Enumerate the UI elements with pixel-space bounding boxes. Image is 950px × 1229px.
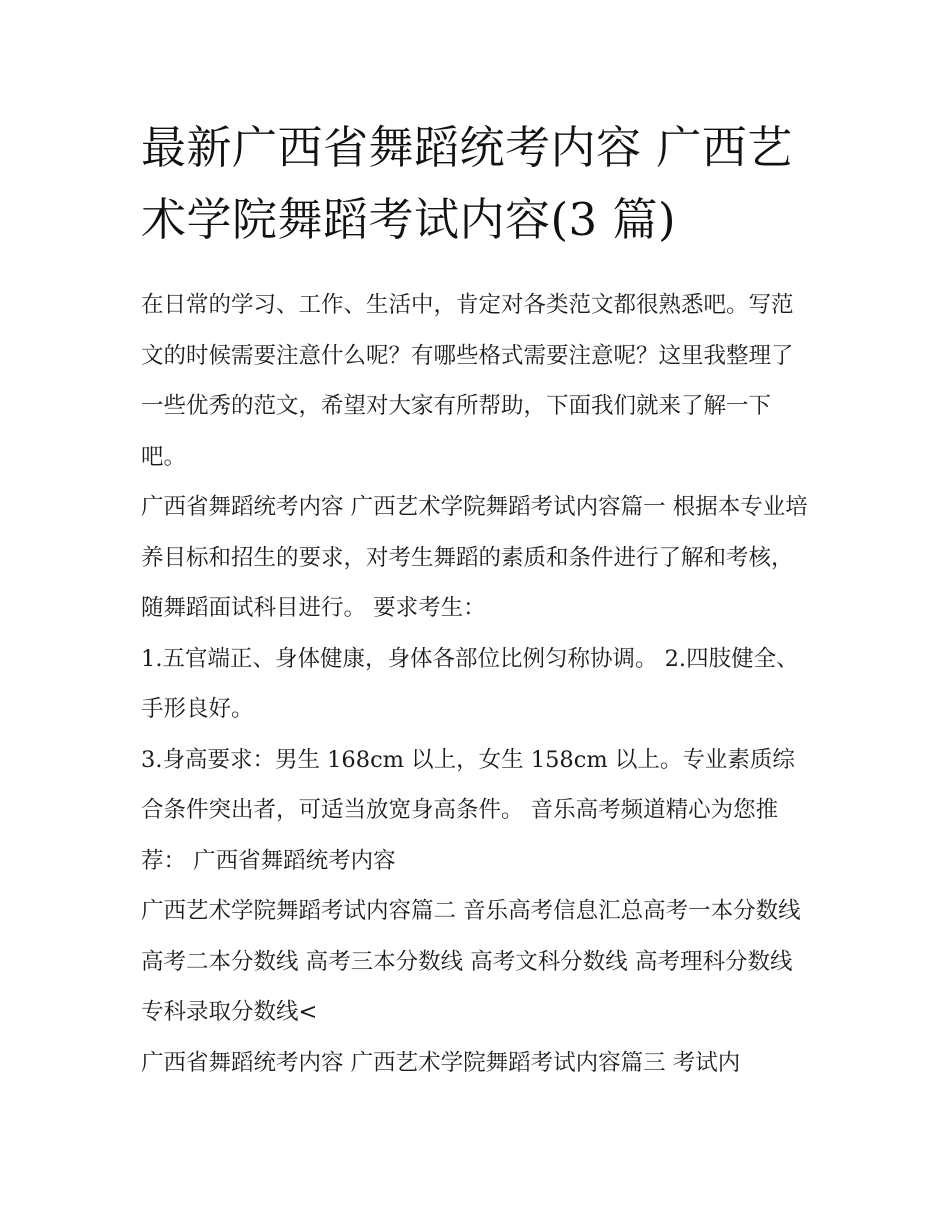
paragraph-requirement-1-2: 1.五官端正、身体健康，身体各部位比例匀称协调。 2.四肢健全、手形良好。 (141, 645, 799, 722)
paragraph-part-two: 广西艺术学院舞蹈考试内容篇二 音乐高考信息汇总高考一本分数线 高考二本分数线 高考三本分数线 高考文科分数线 高考理科分数线 专科录取分数线< (141, 898, 801, 1025)
document-body (141, 280, 813, 1088)
document-title: 最新广西省舞蹈统考内容 广西艺术学院舞蹈考试内容(3 篇) (141, 121, 793, 246)
paragraph-part-three: 广西省舞蹈统考内容 广西艺术学院舞蹈考试内容篇三 考试内 (141, 1049, 741, 1076)
paragraph-requirement-3: 3.身高要求：男生 168cm 以上，女生 158cm 以上。专业素质综合条件突出者，可适当放宽身高条件。 音乐高考频道精心为您推荐： 广西省舞蹈统考内容 (141, 746, 795, 874)
paragraph-intro: 在日常的学习、工作、生活中，肯定对各类范文都很熟悉吧。写范文的时候需要注意什么呢？有哪些格式需要注意呢？这里我整理了一些优秀的范文，希望对大家有所帮助，下面我们就来了解一下吧。 (141, 292, 794, 470)
document-content (141, 112, 813, 1088)
paragraph-part-one: 广西省舞蹈统考内容 广西艺术学院舞蹈考试内容篇一 根据本专业培养目标和招生的要求，对考生舞蹈的素质和条件进行了解和考核，随舞蹈面试科目进行。 要求考生： (141, 494, 808, 621)
